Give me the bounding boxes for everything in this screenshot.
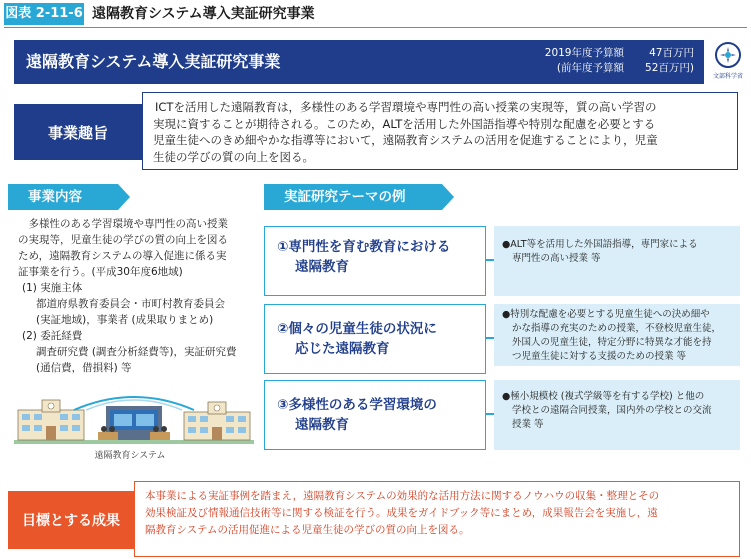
theme-title-line: 遠隔教育 [295,259,349,275]
purpose-line: ICTを活用した遠隔教育は，多様性のある学習環境や専門性の高い授業の実現等，質の高い学習の [155,100,657,114]
purpose-text-box [142,92,738,170]
budget-label: (前年度予算額 [556,62,624,74]
theme-detail-line: 授業 等 [512,419,544,430]
theme-title-line: ①専門性を育む教育における [277,239,451,255]
content-item-line: (実証地域)，事業者 (成果取りまとめ) [36,314,214,326]
figure-header [0,0,751,28]
content-item-title: (1) 実施主体 [22,282,83,294]
content-body [18,216,262,376]
budget-row-current [545,46,694,61]
purpose-label: 事業趣旨 [14,104,142,160]
theme-detail-line: 外国人の児童生徒，特定分野に特異な才能を持 [512,337,712,348]
theme-title-line: ③多様性のある学習環境の [277,397,437,413]
content-item-line: 都道府県教育委員会・市町村教育委員会 [36,298,225,310]
purpose-line: 実現に資することが期待される。このため，ALTを活用した外国語指導や特別な配慮を必要とする [153,116,656,131]
theme-detail-line: かな指導の充実のための授業，不登校児童生徒， [512,323,722,334]
theme-connector [486,259,494,261]
content-item-line: (通信費，借損料) 等 [36,362,132,374]
theme-title-box [264,304,486,374]
budget-block [545,46,694,76]
theme-detail-box [494,226,740,296]
goal-line: 効果検証及び情報通信技術等に関する検証を行う。成果をガイドブック等にまとめ，成果報告会を実施し，遠 [145,507,658,519]
theme-detail-line: つ児童生徒に対する支援のための授業 等 [512,351,687,362]
goal-line: 隔教育システムの活用促進による児童生徒の学びの質の向上を図る。 [145,524,470,536]
illustration-caption: 遠隔教育システム [94,451,166,461]
purpose-line: 児童生徒へのきめ細やかな指導等において，遠隔教育システムの活用を促進することにより，児童 [153,133,658,147]
theme-connector [486,337,494,339]
theme-row-3 [264,380,740,450]
content-intro-line: の実現等，児童生徒の学びの質の向上を図る [18,234,228,246]
budget-label: 2019年度予算額 [544,47,624,59]
theme-detail-line: 専門性の高い授業 等 [512,253,601,264]
school-building-icon [184,402,250,440]
content-heading: 事業内容 [8,184,118,210]
goal-label: 目標とする成果 [8,491,134,549]
theme-title-line: 応じた遠隔教育 [295,341,390,357]
budget-row-previous [545,61,694,76]
title-banner [14,40,704,84]
content-item-line: 調査研究費 (調査分析経費等)，実証研究費 [36,346,237,358]
content-intro-line: 証事業を行う。(平成30年度6地域) [18,266,183,278]
theme-connector [486,413,494,415]
figure-tag: 図表 2-11-6 [4,3,84,25]
school-building-icon [18,400,84,440]
figure-title: 遠隔教育システム導入実証研究事業 [92,6,315,22]
theme-row-2 [264,304,740,374]
themes-heading: 実証研究テーマの例 [264,184,442,210]
content-intro-line: 多様性のある学習環境や専門性の高い授業 [28,218,228,230]
theme-title-box [264,380,486,450]
goal-line: 本事業による実証事例を踏まえ，遠隔教育システムの効果的な活用方法に関するノウハウの収集・整理とその [145,490,660,502]
theme-detail-line: 学校との遠隔合同授業，国内外の学校との交流 [512,405,712,416]
theme-detail-line: ●極小規模校 (複式学級等を有する学校) と他の [502,391,705,402]
goal-text-box [134,481,740,557]
theme-title-box [264,226,486,296]
budget-value: 47百万円 [649,47,694,59]
theme-title-line: ②個々の児童生徒の状況に [277,321,437,337]
ministry-mark [712,40,744,86]
theme-row-1 [264,226,740,296]
budget-value: 52百万円) [645,62,694,74]
banner-title: 遠隔教育システム導入実証研究事業 [26,52,281,71]
content-intro-line: ため，遠隔教育システムの導入促進に係る実 [18,250,227,262]
theme-detail-box [494,304,740,366]
theme-detail-line: ●ALT等を活用した外国語指導，専門家による [502,239,698,250]
header-divider [4,27,747,28]
ministry-emblem-icon [715,42,741,68]
purpose-line: 生徒の学びの質の向上を図る。 [153,149,314,164]
classroom-screen-icon [98,406,170,440]
content-item-title: (2) 委託経費 [22,330,83,342]
ministry-name: 文部科学省 [712,73,743,80]
theme-title-line: 遠隔教育 [295,417,349,433]
theme-detail-line: ●特別な配慮を必要とする児童生徒への決め細や [502,309,710,320]
theme-detail-box [494,380,740,450]
